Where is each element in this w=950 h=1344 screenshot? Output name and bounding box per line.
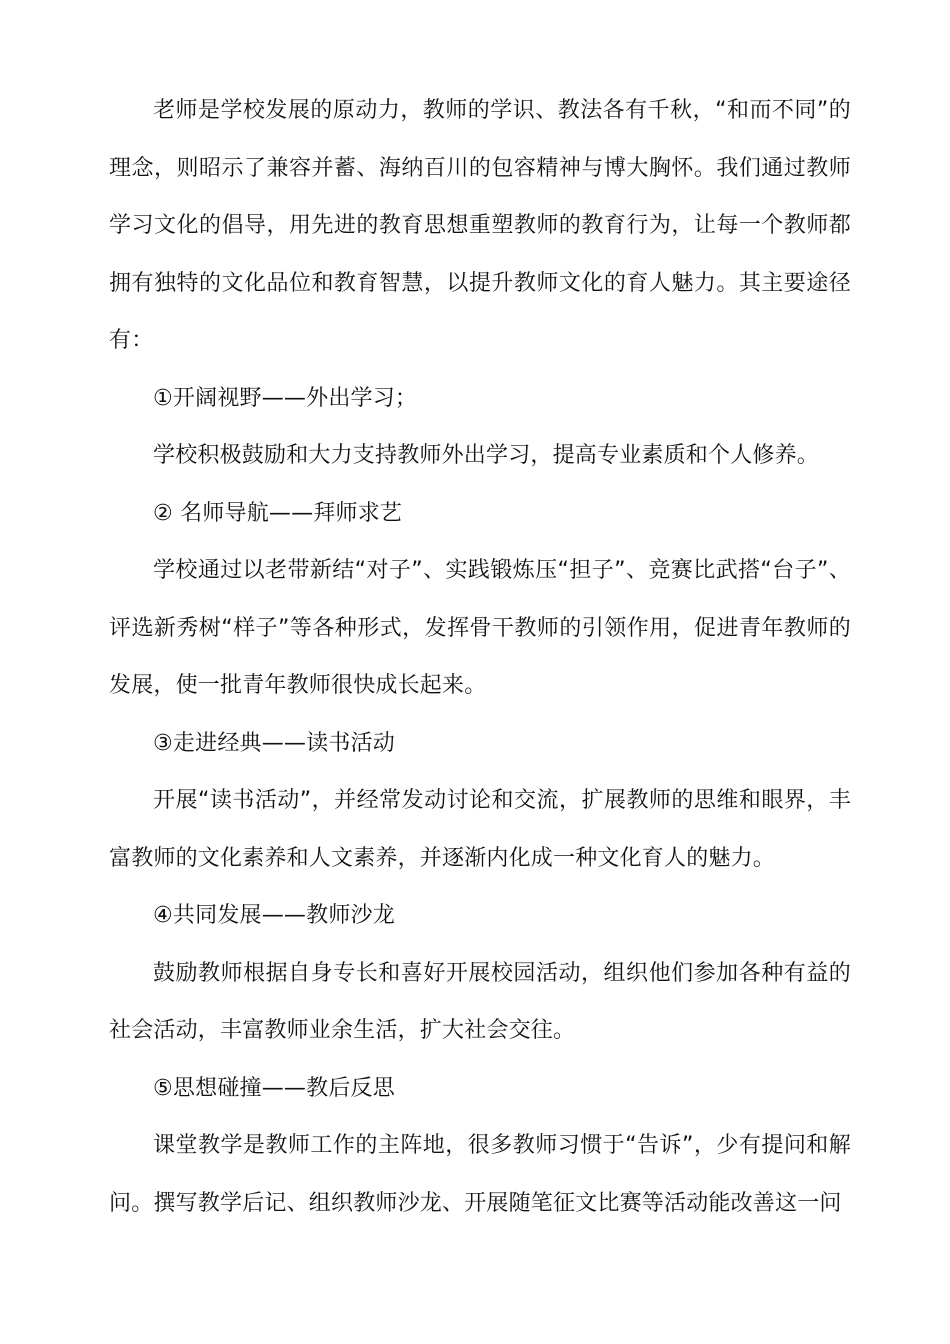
heading-item-3: ③走进经典——读书活动 (153, 730, 395, 756)
heading-item-2: ② 名师导航——拜师求艺 (153, 500, 403, 526)
heading-item-1: ①开阔视野——外出学习； (153, 385, 418, 411)
paragraph-item-2: 学校通过以老带新结“对子”、实践锻炼压“担子”、竞赛比武搭“台子”、评选新秀树“样子”等各种形式，发挥骨干教师的引领作用，促进青年教师的发展，使一批青年教师很快成长起来。 (109, 558, 851, 698)
paragraph-item-1: 学校积极鼓励和大力支持教师外出学习，提高专业素质和个人修养。 (153, 443, 820, 468)
paragraph-item-4: 鼓励教师根据自身专长和喜好开展校园活动，组织他们参加各种有益的社会活动，丰富教师业余生活，扩大社会交往。 (109, 960, 851, 1043)
paragraph-intro: 老师是学校发展的原动力，教师的学识、教法各有千秋，“和而不同”的理念，则昭示了兼容并蓄、海纳百川的包容精神与博大胸怀。我们通过教师学习文化的倡导，用先进的教育思想重塑教师的教育行为，让每一个教师都拥有独特的文化品位和教育智慧，以提升教师文化的育人魅力。其主要途径有： (109, 98, 851, 353)
paragraph-item-5: 课堂教学是教师工作的主阵地，很多教师习惯于“告诉”，少有提问和解问。撰写教学后记、组织教师沙龙、开展随笔征文比赛等活动能改善这一问 (109, 1133, 851, 1216)
document-body (109, 82, 851, 1232)
heading-item-4: ④共同发展——教师沙龙 (153, 903, 395, 928)
paragraph-item-3: 开展“读书活动”，并经常发动讨论和交流，扩展教师的思维和眼界，丰富教师的文化素养和人文素养，并逐渐内化成一种文化育人的魅力。 (109, 788, 851, 871)
heading-item-5: ⑤思想碰撞——教后反思 (153, 1075, 395, 1101)
